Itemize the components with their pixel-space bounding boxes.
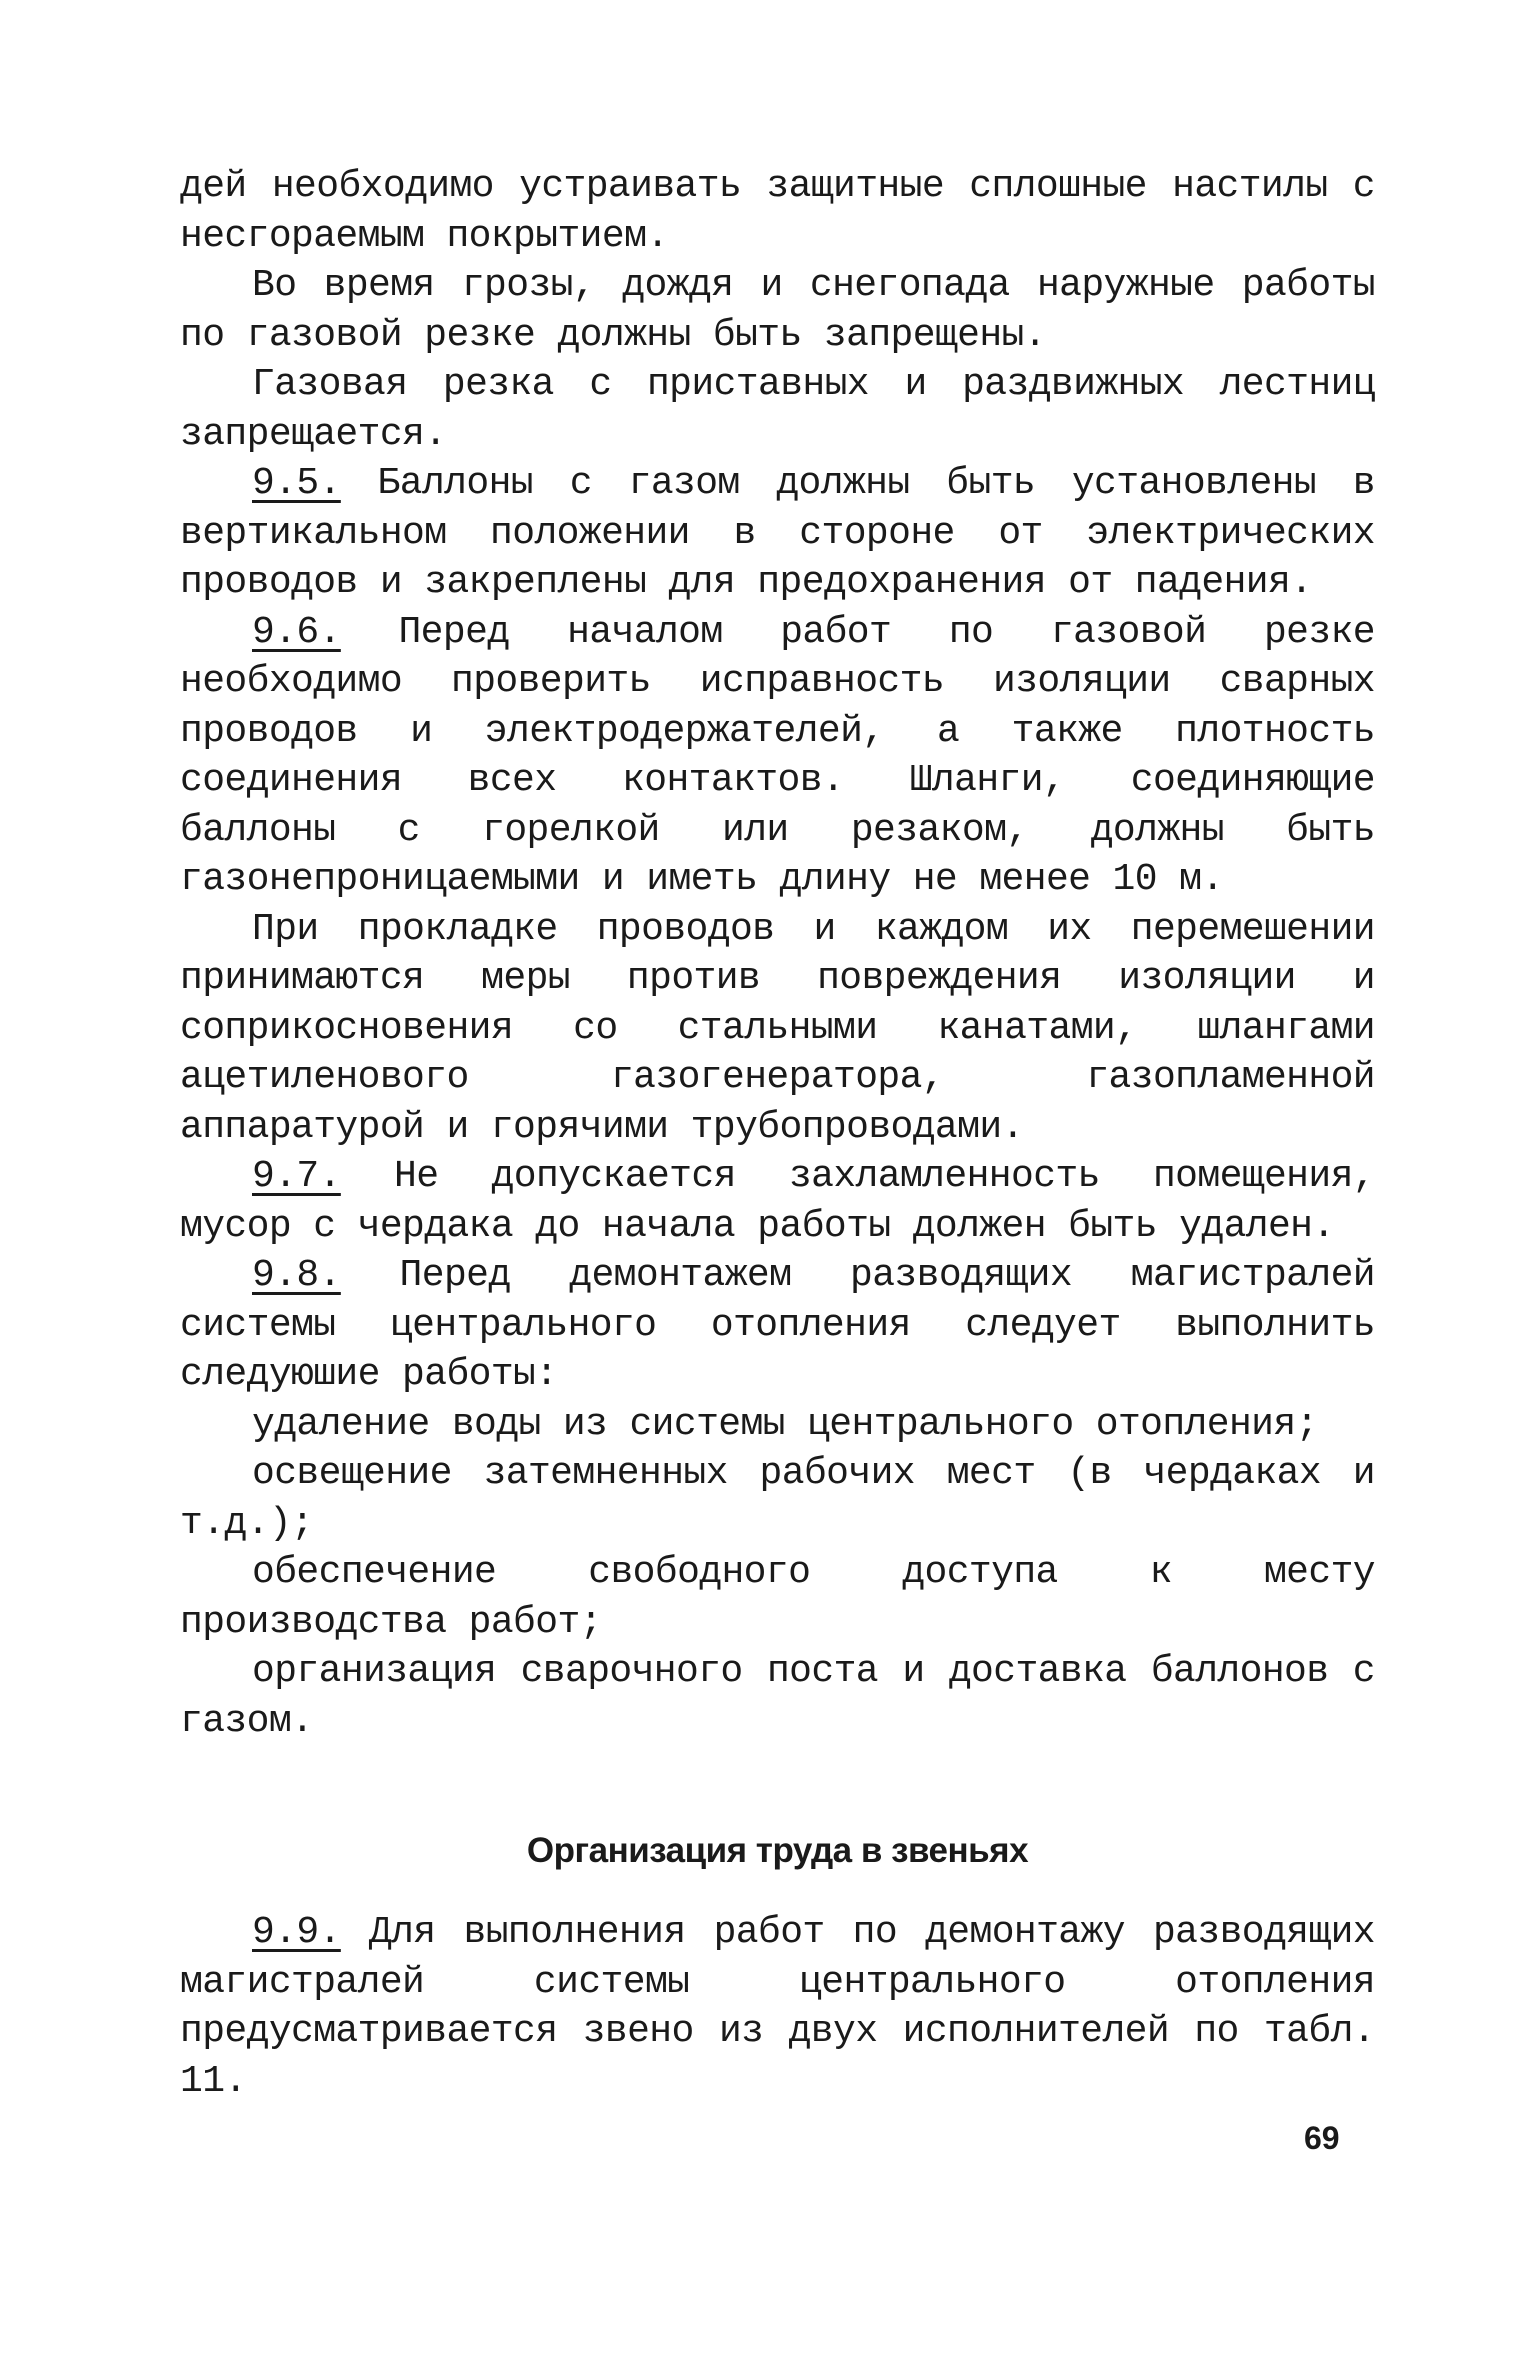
paragraph — [180, 1908, 1375, 2106]
text-block-bottom — [180, 1908, 1375, 2106]
paragraph-text: обеспечение свободного доступа к месту производства работ; — [180, 1551, 1375, 1644]
paragraph — [180, 1251, 1375, 1400]
text-block-top — [180, 162, 1375, 1746]
paragraph — [180, 905, 1375, 1153]
section-heading: Организация труда в звеньях — [526, 1831, 1029, 1870]
paragraph — [180, 459, 1375, 608]
paragraph-text: дей необходимо устраивать защитные сплошные настилы с несгораемым покрытием. — [180, 165, 1375, 258]
paragraph-text: Не допускается захламленность помещения, мусор с чердака до начала работы должен быть удален. — [180, 1155, 1375, 1248]
paragraph-text: освещение затемненных рабочих мест (в чердаках и т.д.); — [180, 1452, 1375, 1545]
paragraph-text: удаление воды из системы центрального отопления; — [252, 1402, 1318, 1446]
paragraph — [180, 162, 1375, 261]
paragraph — [180, 1400, 1375, 1450]
paragraph-text: Перед демонтажем разводящих магистралей системы центрального отопления следует выполнить следуюшие работы: — [180, 1254, 1375, 1396]
page-body — [180, 162, 1375, 2106]
clause-number: 9.7. — [252, 1155, 341, 1198]
clause-number: 9.8. — [252, 1254, 341, 1297]
page-number: 69 — [1304, 2120, 1340, 2156]
paragraph — [180, 1647, 1375, 1746]
paragraph-text: Баллоны с газом должны быть установлены в вертикальном положении в стороне от электрических проводов и закреплены для предохранения от падения. — [180, 462, 1375, 604]
paragraph-text: Перед началом работ по газовой резке необходимо проверить исправность изоляции сварных проводов и электродержателей, а также плотность соединения всех контактов. Шланги, соединяющие баллоны с горелкой или резаком, должны быть газонепроницаемыми и иметь длину не менее 10 м. — [180, 610, 1375, 901]
paragraph — [180, 1548, 1375, 1647]
clause-number: 9.6. — [252, 610, 341, 654]
paragraph-text: организация сварочного поста и доставка баллонов с газом. — [180, 1650, 1375, 1743]
paragraph — [180, 261, 1375, 360]
paragraph — [180, 360, 1375, 459]
clause-number: 9.5. — [252, 462, 341, 505]
paragraph — [180, 608, 1375, 905]
paragraph-text: При прокладке проводов и каждом их перемешении принимаются меры против повреждения изоляции и соприкосновения со стальными канатами, шлангами ацетиленового газогенератора, газопламенной аппаратурой и горячими трубопроводами. — [180, 907, 1375, 1149]
clause-number: 9.9. — [252, 1911, 341, 1954]
paragraph-text: Во время грозы, дождя и снегопада наружные работы по газовой резке должны быть запрещены. — [180, 264, 1375, 357]
paragraph-text: Газовая резка с приставных и раздвижных лестниц запрещается. — [180, 363, 1375, 456]
paragraph-text: Для выполнения работ по демонтажу разводящих магистралей системы центрального отопления предусматривается звено из двух исполнителей по табл. 11. — [180, 1911, 1375, 2103]
paragraph — [180, 1152, 1375, 1251]
paragraph — [180, 1449, 1375, 1548]
